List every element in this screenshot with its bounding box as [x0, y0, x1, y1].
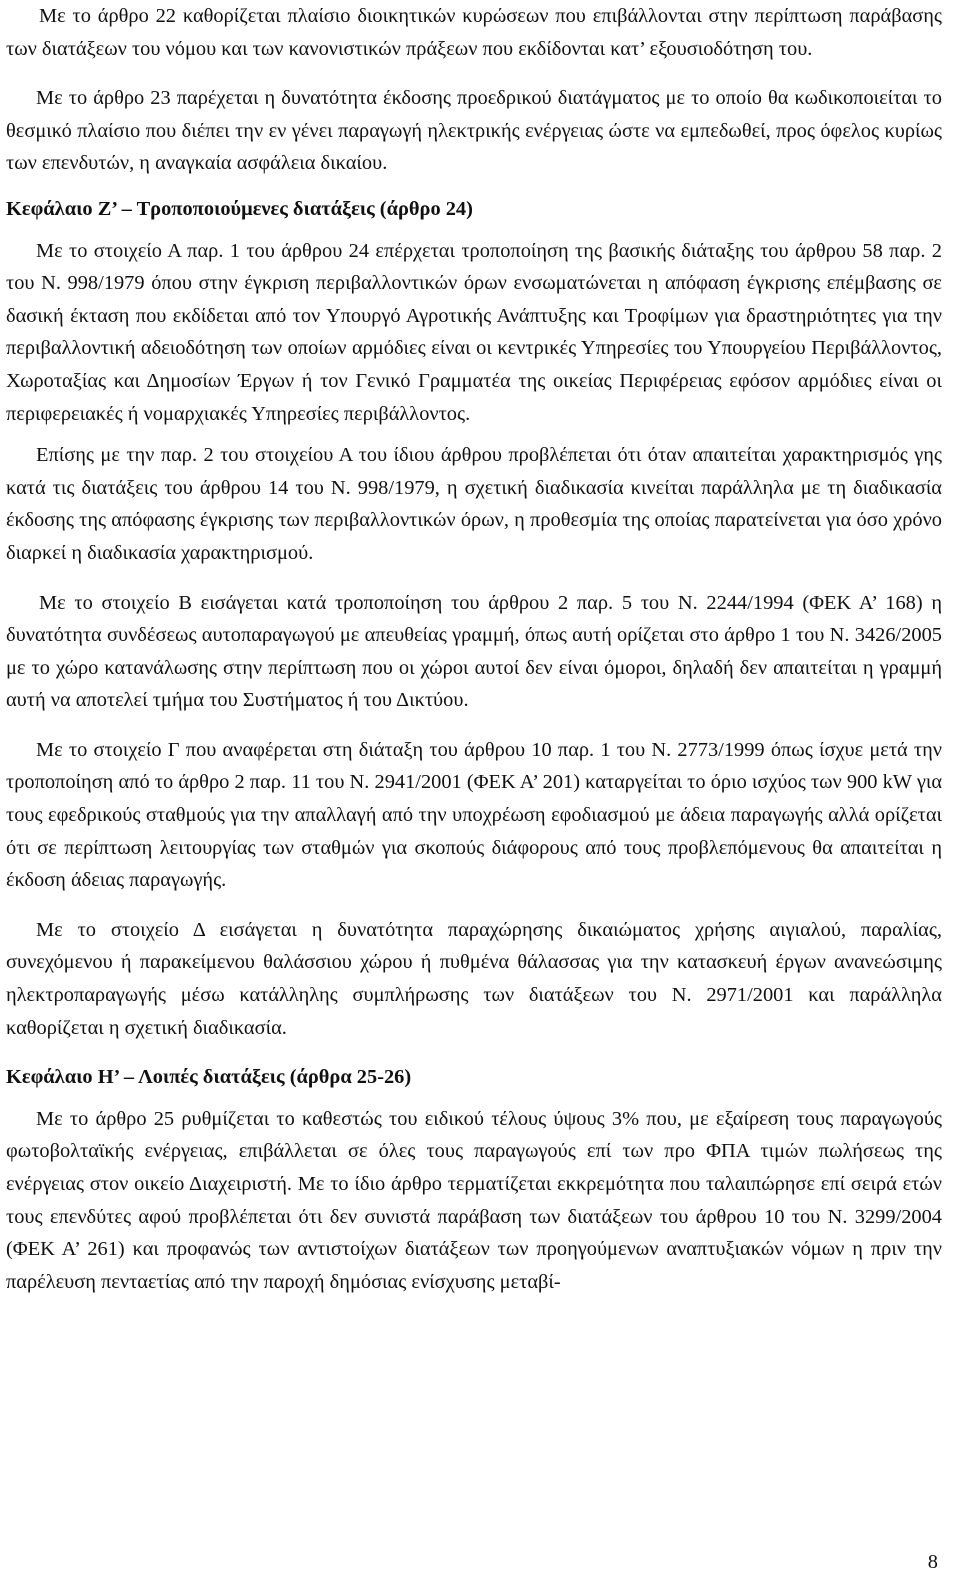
page-number: 8 — [927, 1551, 938, 1573]
paragraph-article-23: Με το άρθρο 23 παρέχεται η δυνατότητα έκδοσης προεδρικού διατάγματος με το οποίο θα κωδικοποιείται το θεσμικό πλαίσιο που διέπει την εν γένει παραγωγή ηλεκτρικής ενέργειας ώστε να εμπεδωθεί, προς όφελος κυρίως των επενδυτών, η αναγκαία ασφάλεια δικαίου. — [6, 87, 942, 175]
paragraph-element-d: Με το στοιχείο Δ εισάγεται η δυνατότητα παραχώρησης δικαιώματος χρήσης αιγιαλού, παραλίας, συνεχόμενου ή παρακείμενου θαλάσσιου χώρου ή πυθμένα θάλασσας για την κατασκευή έργων ανανεώσιμης ηλεκτροπαραγωγής μέσω κατάλληλης συμπλήρωσης των διατάξεων του Ν. 2971/2001 και παράλληλα καθορίζεται η σχετική διαδικασία. — [6, 918, 942, 1039]
paragraph-element-a-par2: Επίσης με την παρ. 2 του στοιχείου Α του ίδιου άρθρου προβλέπεται ότι όταν απαιτείται χαρακτηρισμός γης κατά τις διατάξεις του άρθρου 14 του Ν. 998/1979, η σχετική διαδικασία κινείται παράλληλα με τη διαδικασία έκδοσης της απόφασης έγκρισης των περιβαλλοντικών όρων, η προθεσμία της οποίας παρατείνεται για όσο χρόνο διαρκεί η διαδικασία χαρακτηρισμού. — [6, 444, 942, 564]
heading-chapter-z: Κεφάλαιο Ζ’ – Τροποποιούμενες διατάξεις (άρθρο 24) — [6, 197, 473, 220]
document-page — [6, 0, 942, 1298]
paragraph-article-25: Με το άρθρο 25 ρυθμίζεται το καθεστώς του ειδικού τέλους ύψους 3% που, με εξαίρεση τους παραγωγούς φωτοβολταϊκής ενέργειας, επιβάλλεται σε όλες τους παραγωγούς επί των προ ΦΠΑ τιμών πωλήσεως της ενέργειας στον οικείο Διαχειριστή. Με το ίδιο άρθρο τερματίζεται εκκρεμότητα που ταλαιπώρησε επί σειρά ετών τους επενδύτες αφού προβλέπεται ότι δεν συνιστά παράβαση των διατάξεων του άρθρου 10 του Ν. 3299/2004 (ΦΕΚ Α’ 261) και προφανώς των αντιστοίχων διατάξεων των προηγούμενων αναπτυξιακών νόμων η πριν την παρέλευση πενταετίας από την παροχή δημόσιας ενίσχυσης μεταβί- — [6, 1107, 942, 1293]
heading-chapter-h: Κεφάλαιο Η’ – Λοιπές διατάξεις (άρθρα 25-26) — [6, 1066, 412, 1089]
paragraph-article-22: Με το άρθρο 22 καθορίζεται πλαίσιο διοικητικών κυρώσεων που επιβάλλονται στην περίπτωση παράβασης των διατάξεων του νόμου και των κανονιστικών πράξεων που εκδίδονται κατ’ εξουσιοδότηση του. — [6, 5, 942, 60]
paragraph-element-a: Με το στοιχείο Α παρ. 1 του άρθρου 24 επέρχεται τροποποίηση της βασικής διάταξης του άρθρου 58 παρ. 2 του Ν. 998/1979 όπου στην έγκριση περιβαλλοντικών όρων ενσωματώνεται η απόφαση έγκρισης επέμβασης σε δασική έκταση που εκδίδεται από τον Υπουργό Αγροτικής Ανάπτυξης και Τροφίμων για δραστηριότητες για την περιβαλλοντική αδειοδότηση των οποίων αρμόδιες είναι οι κεντρικές Υπηρεσίες του Υπουργείου Περιβάλλοντος, Χωροταξίας και Δημοσίων Έργων ή τον Γενικό Γραμματέα της οικείας Περιφέρειας εφόσον αρμόδιες είναι οι περιφερειακές ή νομαρχιακές Υπηρεσίες περιβάλλοντος. — [6, 239, 942, 425]
paragraph-element-g: Με το στοιχείο Γ που αναφέρεται στη διάταξη του άρθρου 10 παρ. 1 του Ν. 2773/1999 όπως ίσχυε μετά την τροποποίηση από το άρθρο 2 παρ. 11 του Ν. 2941/2001 (ΦΕΚ Α’ 201) καταργείται το όριο ισχύος των 900 kW για τους εφεδρικούς σταθμούς για την απαλλαγή από την υποχρέωση εφοδιασμού με άδεια παραγωγής αλλά ορίζεται ότι σε περίπτωση λειτουργίας των σταθμών για σκοπούς διάφορους από τους προβλεπόμενους θα απαιτείται η έκδοση άδειας παραγωγής. — [6, 738, 942, 892]
paragraph-element-b: Με το στοιχείο Β εισάγεται κατά τροποποίηση του άρθρου 2 παρ. 5 του Ν. 2244/1994 (ΦΕΚ Α’ 168) η δυνατότητα συνδέσεως αυτοπαραγωγού με απευθείας γραμμή, όπως αυτή ορίζεται στο άρθρο 1 του Ν. 3426/2005 με το χώρο κατανάλωσης στην περίπτωση που οι χώροι αυτοί δεν είναι όμοροι, δηλαδή δεν απαιτείται η γραμμή αυτή να αποτελεί τμήμα του Συστήματος ή του Δικτύου. — [6, 591, 942, 712]
